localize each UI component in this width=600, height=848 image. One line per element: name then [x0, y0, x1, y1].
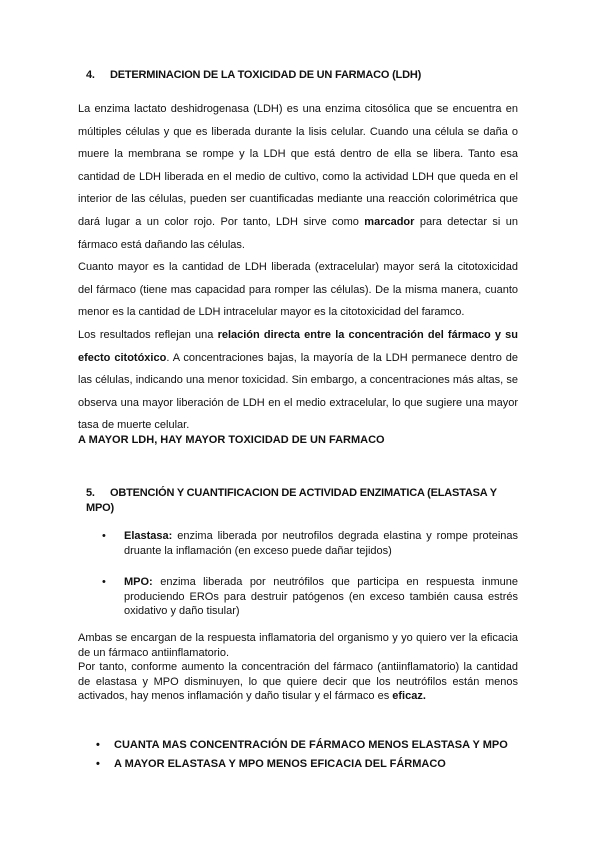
final-bullet-2: [96, 757, 518, 772]
section-5-paragraph-2: [78, 660, 518, 704]
para3-bold-phrase: relación directa entre la concentración del fármaco y su efecto citotóxico: [78, 328, 518, 364]
section-4-body: [78, 98, 518, 437]
final-bullet-1-text: CUANTA MAS CONCENTRACIÓN DE FÁRMACO MENOS ELASTASA Y MPO: [114, 739, 508, 751]
bullet-dot-icon: •: [102, 576, 106, 588]
bullet-text-elastasa: enzima liberada por neutrofilos degrada elastina y rompe proteinas druante la inflamación (en exceso puede dañar tejidos): [124, 530, 518, 557]
bullet-dot-icon: •: [102, 530, 106, 542]
section-4-conclusion: A MAYOR LDH, HAY MAYOR TOXICIDAD DE UN FARMACO: [78, 434, 385, 446]
para2-text-a: Por tanto, conforme aumento la concentración del fármaco (antiinflamatorio) la cantidad de elastasa y MPO disminuyen, lo que quiere decir que los neutrófilos están menos activados, hay menos inflamación y daño tisular y el fármaco es: [78, 661, 518, 703]
section-5-title: OBTENCIÓN Y CUANTIFICACION DE ACTIVIDAD ENZIMATICA (ELASTASA Y MPO): [86, 487, 497, 514]
section-4-heading: [86, 69, 421, 81]
para1-text-a: La enzima lactato deshidrogenasa (LDH) es una enzima citosólica que se encuentra en múltiples células y que es liberada durante la lisis celular. Cuando una célula se daña o muere la membrana se rompe y la LDH que está dentro de ella se libera. Tanto esa cantidad de LDH liberada en el medio de cultivo, como la actividad LDH que queda en el interior de las células, pueden ser cuantificadas mediante una reacción colorimétrica que dará lugar a un color rojo. Por tanto, LDH sirve como: [78, 103, 518, 228]
para3-text-a: Los resultados reflejan una: [78, 328, 218, 341]
section-4-number: 4.: [86, 69, 95, 81]
section-5-paragraph-1: Ambas se encargan de la respuesta inflamatoria del organismo y yo quiero ver la eficacia de un fármaco antiinflamatorio.: [78, 632, 518, 659]
para1-text-b: para detectar si un fármaco está dañando las células.: [78, 215, 518, 251]
bullet-text-mpo: enzima liberada por neutrófilos que participa en respuesta inmune produciendo EROs para destruir patógenos (en exceso también causa estrés oxidativo y daño tisular): [124, 576, 518, 617]
section-5-heading: [86, 486, 518, 515]
bullet-term-elastasa: Elastasa:: [124, 530, 173, 542]
para3-text-b: . A concentraciones bajas, la mayoría de la LDH permanece dentro de las células, indicando una menor toxicidad. Sin embargo, a concentraciones más altas, se observa una mayor liberación de LDH en el medio extracelular, lo que sugiere una mayor tasa de muerte celular.: [78, 351, 519, 432]
para1-bold-term: marcador: [364, 215, 415, 228]
final-bullet-list: [96, 738, 518, 771]
final-bullet-1: [96, 738, 518, 753]
para2-bold-term: eficaz.: [392, 690, 426, 703]
section-4-paragraph-2: Cuanto mayor es la cantidad de LDH liberada (extracelular) mayor será la citotoxicidad del fármaco (tiene mas capacidad para romper las células). De la misma manera, cuanto menor es la cantidad de LDH intracelular mayor es la citotoxicidad del faramco.: [78, 261, 518, 319]
bullet-dot-icon: •: [96, 757, 100, 770]
final-bullet-2-text: A MAYOR ELASTASA Y MPO MENOS EFICACIA DEL FÁRMACO: [114, 757, 446, 770]
section-4-title: DETERMINACION DE LA TOXICIDAD DE UN FARMACO (LDH): [110, 69, 422, 81]
enzyme-bullet-list: [102, 529, 518, 558]
bullet-dot-icon: •: [96, 739, 100, 751]
bullet-term-mpo: MPO:: [124, 576, 153, 588]
section-5-number: 5.: [86, 487, 95, 499]
bullet-elastasa: [102, 529, 518, 558]
enzyme-bullet-list-2: [102, 575, 518, 619]
section-4-paragraph-1: [78, 98, 518, 256]
section-4-paragraph-3: [78, 324, 518, 437]
bullet-mpo: [102, 575, 518, 619]
section-5-body: [78, 631, 518, 704]
